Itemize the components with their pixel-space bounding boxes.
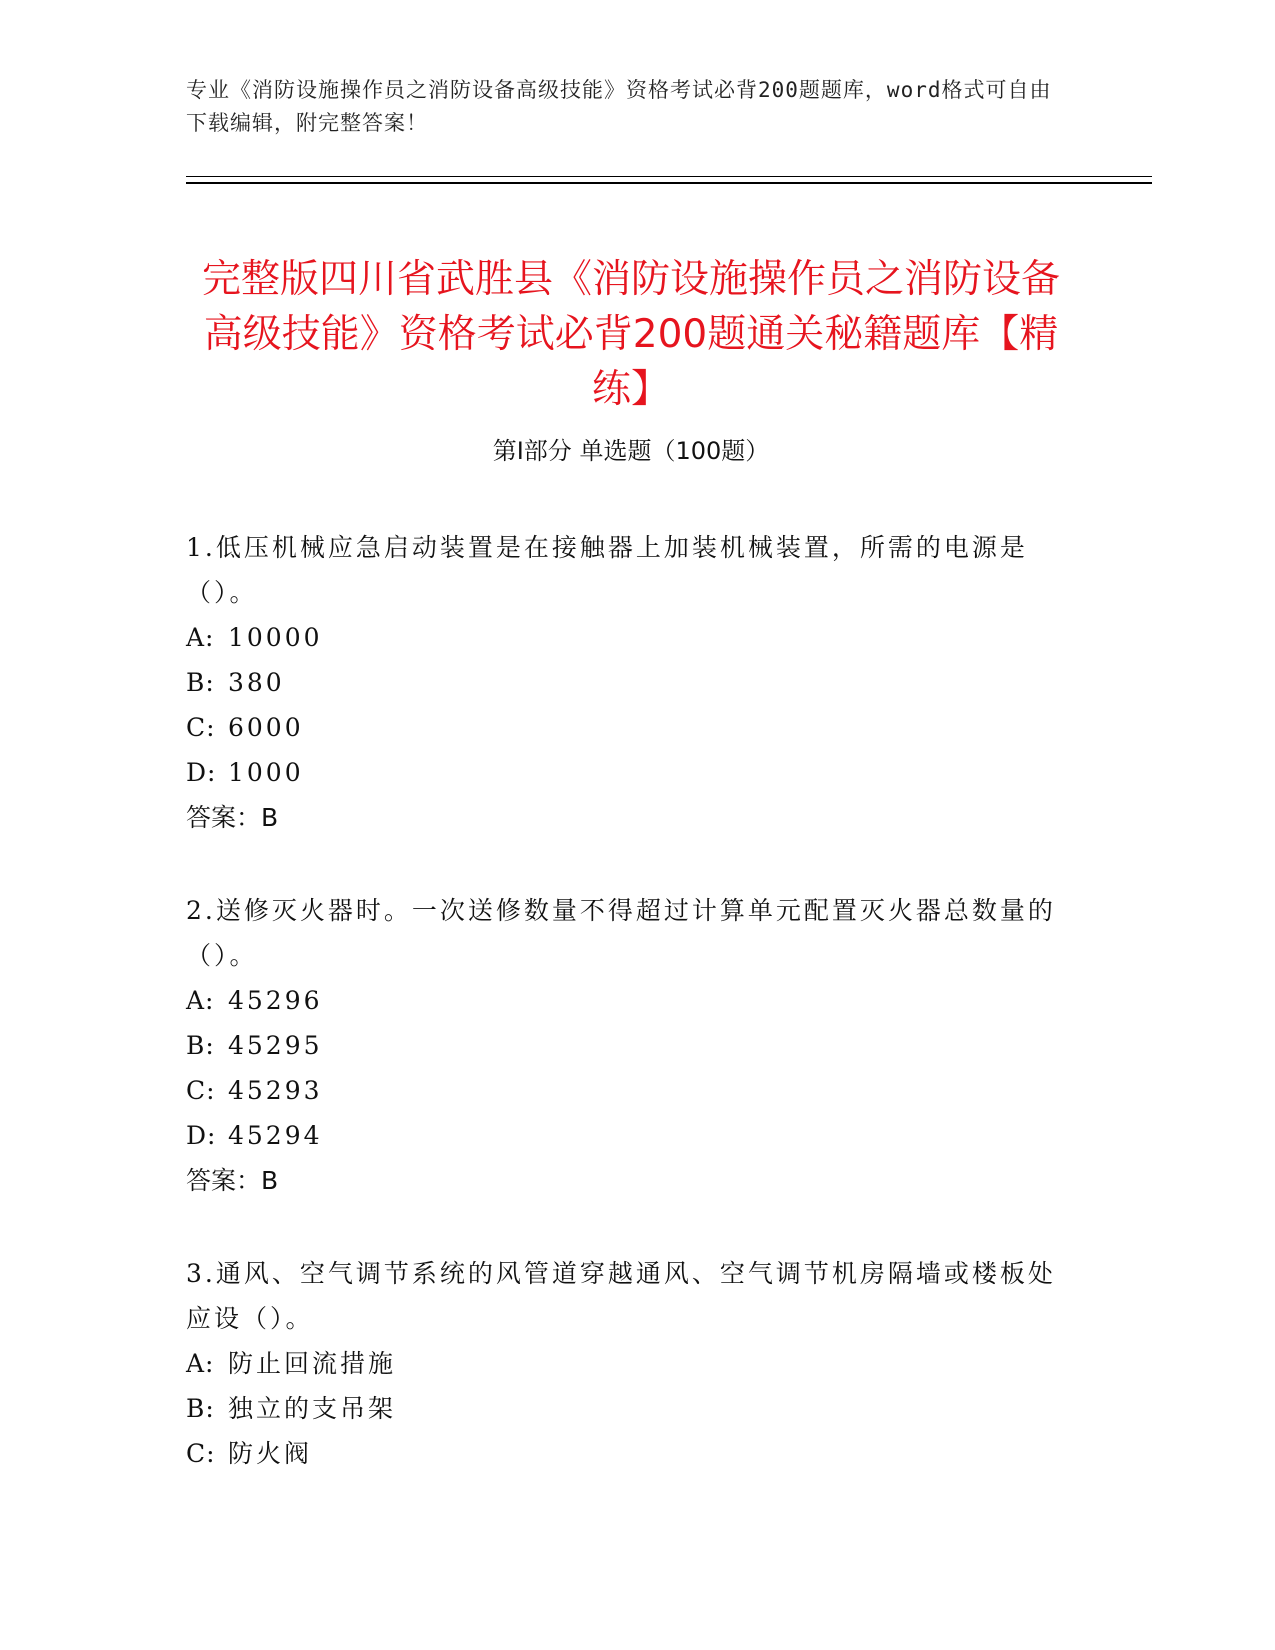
option-label: C: — [186, 713, 216, 742]
option-c — [186, 1068, 1066, 1113]
option-d — [186, 750, 1066, 795]
question-stem: 1.低压机械应急启动装置是在接触器上加装机械装置，所需的电源是（）。 — [186, 533, 1028, 607]
question-3 — [186, 1251, 1066, 1476]
header-note: 专业《消防设施操作员之消防设备高级技能》资格考试必背200题题库，word格式可自由下载编辑，附完整答案！ — [186, 78, 1052, 135]
option-text: 45294 — [228, 1121, 323, 1150]
option-label: C: — [186, 1076, 216, 1105]
option-d — [186, 1113, 1066, 1158]
option-label: C: — [186, 1439, 216, 1468]
option-b — [186, 660, 1066, 705]
option-label: B: — [186, 668, 215, 697]
question-2 — [186, 888, 1066, 1203]
option-a — [186, 1341, 1066, 1386]
option-b — [186, 1023, 1066, 1068]
option-text: 防止回流措施 — [228, 1349, 397, 1378]
option-text: 45295 — [228, 1031, 323, 1060]
option-text: 1000 — [228, 758, 304, 787]
question-stem: 2.送修灭火器时。一次送修数量不得超过计算单元配置灭火器总数量的（）。 — [186, 896, 1056, 970]
option-text: 防火阀 — [228, 1439, 313, 1468]
option-label: B: — [186, 1394, 215, 1423]
option-a — [186, 978, 1066, 1023]
option-text: 6000 — [228, 713, 304, 742]
option-label: A: — [186, 623, 215, 652]
option-b — [186, 1386, 1066, 1431]
option-label: A: — [186, 1349, 215, 1378]
option-text: 45293 — [228, 1076, 323, 1105]
option-label: D: — [186, 1121, 217, 1150]
section-title: 第I部分 单选题（100题） — [492, 437, 770, 465]
option-label: B: — [186, 1031, 215, 1060]
question-stem: 3.通风、空气调节系统的风管道穿越通风、空气调节机房隔墙或楼板处应设（）。 — [186, 1259, 1056, 1333]
answer-line: 答案：B — [186, 1166, 279, 1195]
option-text: 380 — [228, 668, 285, 697]
option-label: A: — [186, 986, 215, 1015]
option-label: D: — [186, 758, 217, 787]
option-text: 10000 — [228, 623, 323, 652]
question-1 — [186, 525, 1066, 840]
option-c — [186, 705, 1066, 750]
option-text: 45296 — [228, 986, 323, 1015]
header-divider-thick — [186, 182, 1152, 184]
option-c — [186, 1431, 1066, 1476]
header-divider-thin — [186, 176, 1152, 177]
option-text: 独立的支吊架 — [228, 1394, 397, 1423]
option-a — [186, 615, 1066, 660]
answer-line: 答案：B — [186, 803, 279, 832]
document-title: 完整版四川省武胜县《消防设施操作员之消防设备高级技能》资格考试必背200题通关秘籍题库【精练】 — [201, 257, 1060, 413]
